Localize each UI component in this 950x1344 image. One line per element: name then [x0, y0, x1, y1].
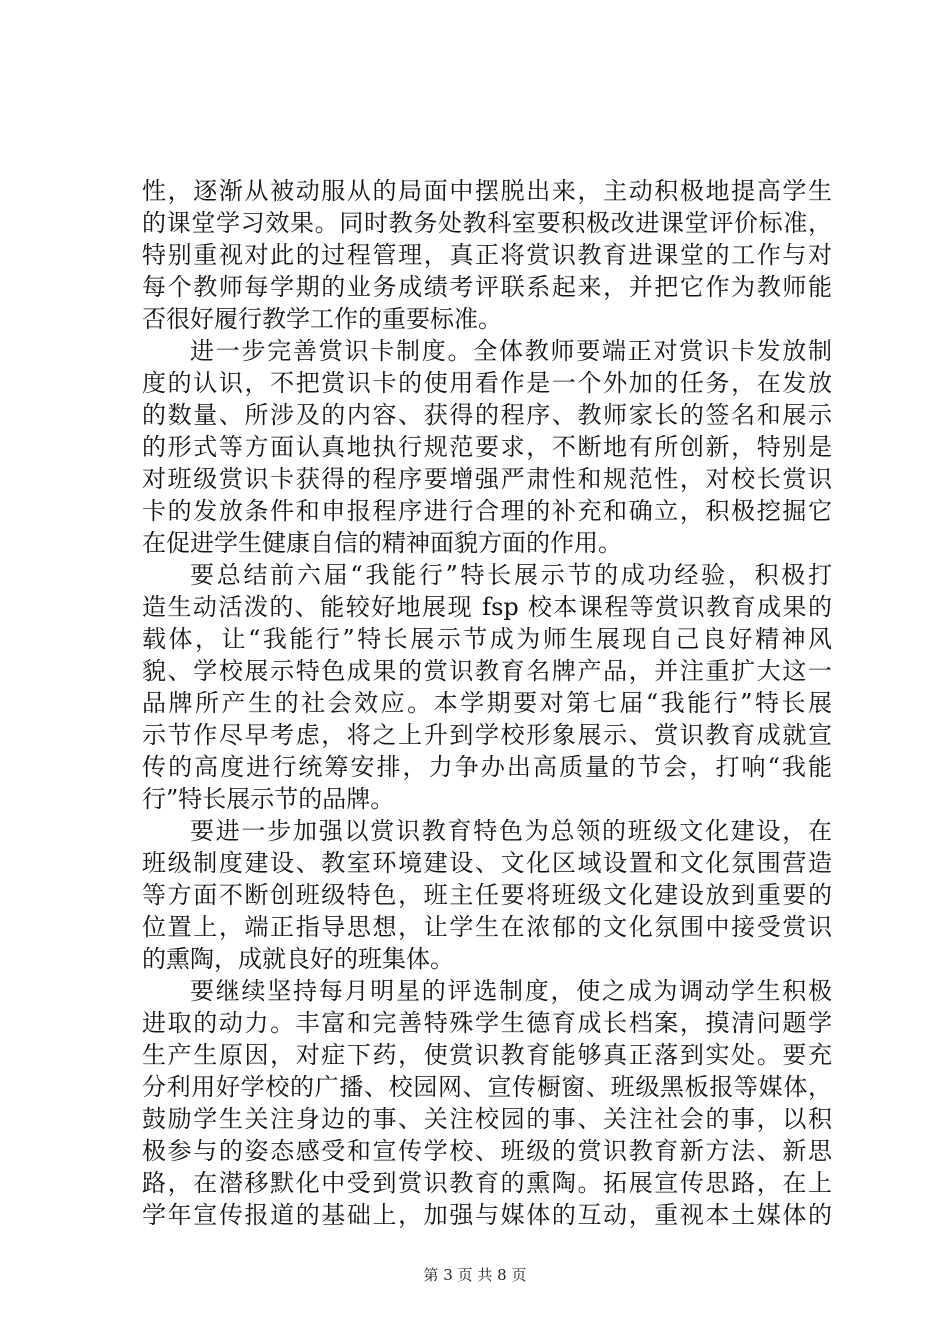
- text-line: 的形式等方面认真地执行规范要求，不断地有所创新，特别是: [142, 433, 832, 461]
- document-body: [142, 175, 832, 1231]
- text-line: 生产生原因，对症下药，使赏识教育能够真正落到实处。要充: [142, 1041, 832, 1069]
- text-line: 在促进学生健康自信的精神面貌方面的作用。: [142, 529, 622, 557]
- text-line: 的课堂学习效果。同时教务处教科室要积极改进课堂评价标准，: [142, 209, 832, 237]
- text-line: 分利用好学校的广播、校园网、宣传橱窗、班级黑板报等媒体，: [142, 1073, 832, 1101]
- text-line: 位置上，端正指导思想，让学生在浓郁的文化氛围中接受赏识: [142, 913, 832, 941]
- text-line: 貌、学校展示特色成果的赏识教育名牌产品，并注重扩大这一: [142, 657, 832, 685]
- page-footer: 第 3 页 共 8 页: [423, 1266, 527, 1284]
- text-line: 行”特长展示节的品牌。: [142, 785, 395, 813]
- text-line: 等方面不断创班级特色，班主任要将班级文化建设放到重要的: [142, 881, 832, 909]
- text-line: 要进一步加强以赏识教育特色为总领的班级文化建设，在: [190, 817, 832, 845]
- text-line: 品牌所产生的社会效应。本学期要对第七届“我能行”特长展: [142, 689, 832, 717]
- text-line: 要继续坚持每月明星的评选制度，使之成为调动学生积极: [190, 977, 832, 1005]
- text-line: 否很好履行教学工作的重要标准。: [142, 305, 502, 333]
- text-line: 进取的动力。丰富和完善特殊学生德育成长档案，摸清问题学: [142, 1009, 832, 1037]
- text-line: 度的认识，不把赏识卡的使用看作是一个外加的任务，在发放: [142, 369, 832, 397]
- text-line: 载体，让“我能行”特长展示节成为师生展现自己良好精神风: [142, 625, 832, 653]
- text-line: 班级制度建设、教室环境建设、文化区域设置和文化氛围营造: [142, 849, 832, 877]
- text-line: 性，逐渐从被动服从的局面中摆脱出来，主动积极地提高学生: [142, 177, 832, 205]
- text-line: 路，在潜移默化中受到赏识教育的熏陶。拓展宣传思路，在上: [142, 1169, 832, 1197]
- text-line: 对班级赏识卡获得的程序要增强严肃性和规范性，对校长赏识: [142, 465, 832, 493]
- text-line: 学年宣传报道的基础上，加强与媒体的互动，重视本土媒体的: [142, 1201, 832, 1229]
- text-line: 的熏陶，成就良好的班集体。: [142, 945, 454, 973]
- text-line: 鼓励学生关注身边的事、关注校园的事、关注社会的事，以积: [142, 1105, 832, 1133]
- text-line: 特别重视对此的过程管理，真正将赏识教育进课堂的工作与对: [142, 241, 832, 269]
- text-line: 的数量、所涉及的内容、获得的程序、教师家长的签名和展示: [142, 401, 832, 429]
- text-line: 每个教师每学期的业务成绩考评联系起来，并把它作为教师能: [142, 273, 832, 301]
- text-line: 造生动活泼的、能较好地展现 fsp 校本课程等赏识教育成果的: [142, 593, 832, 621]
- text-line: 极参与的姿态感受和宣传学校、班级的赏识教育新方法、新思: [142, 1137, 832, 1165]
- text-line: 示节作尽早考虑，将之上升到学校形象展示、赏识教育成就宣: [142, 721, 832, 749]
- text-line: 进一步完善赏识卡制度。全体教师要端正对赏识卡发放制: [190, 337, 832, 365]
- text-line: 要总结前六届“我能行”特长展示节的成功经验，积极打: [190, 561, 832, 589]
- text-line: 传的高度进行统筹安排，力争办出高质量的节会，打响“我能: [142, 753, 832, 781]
- text-line: 卡的发放条件和申报程序进行合理的补充和确立，积极挖掘它: [142, 497, 832, 525]
